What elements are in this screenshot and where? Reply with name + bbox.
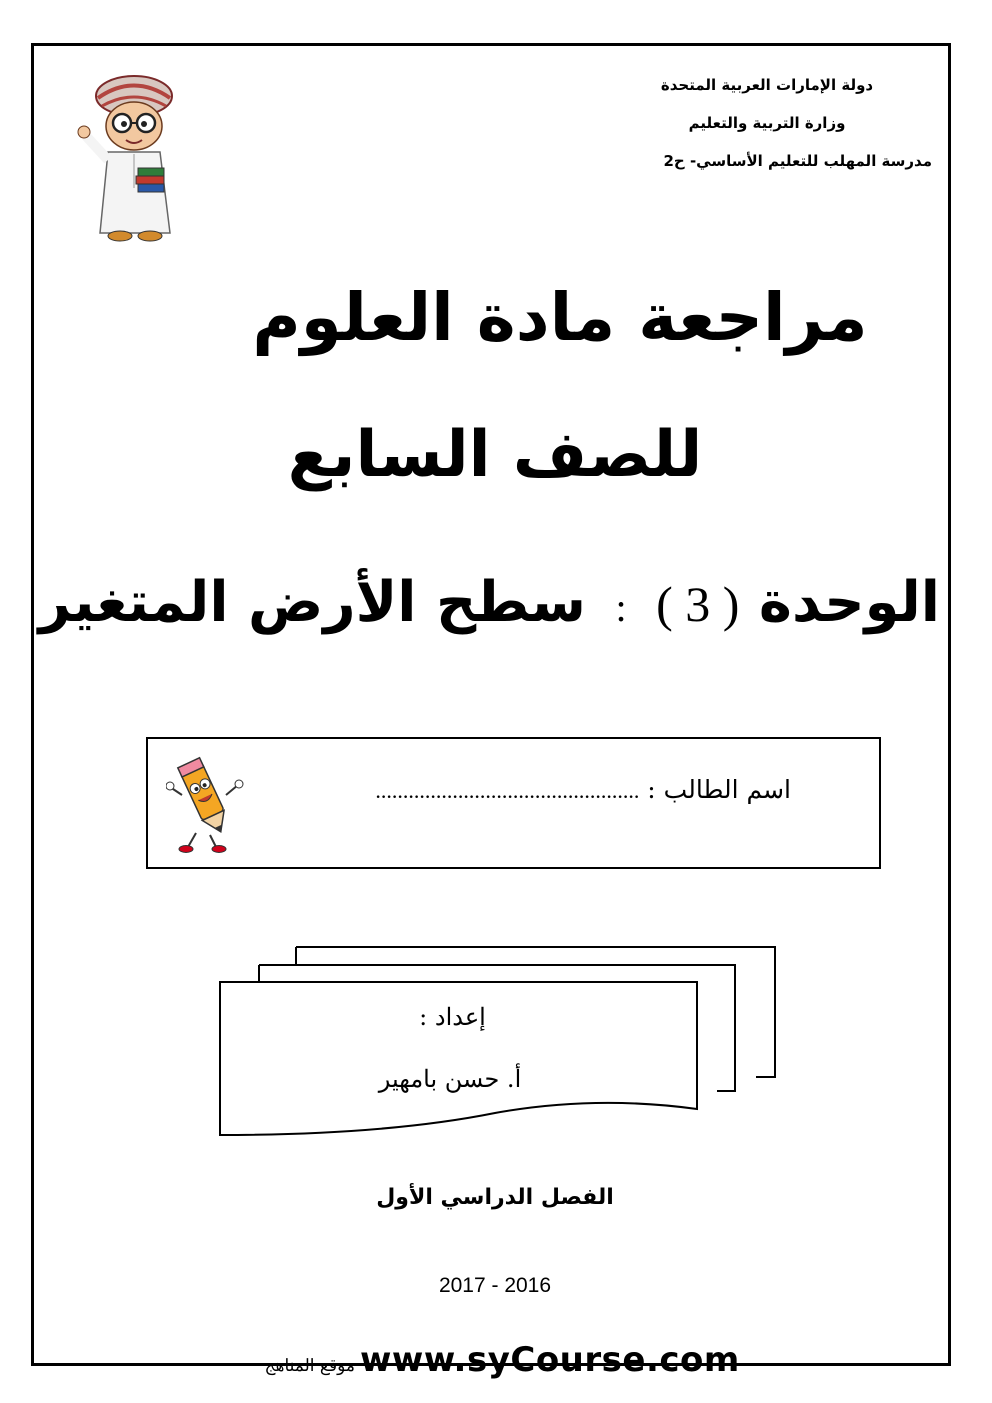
student-name-field[interactable]: ................................................ xyxy=(375,778,640,803)
unit-title xyxy=(38,548,940,663)
header-ministry: وزارة التربية والتعليم xyxy=(688,114,846,132)
mascot-illustration xyxy=(72,68,192,253)
student-name-box xyxy=(146,737,881,869)
semester-label: الفصل الدراسي الأول xyxy=(376,1185,614,1210)
pencil-character-icon xyxy=(166,755,244,855)
unit-word: الوحدة xyxy=(758,570,940,635)
author-name: أ. حسن بامهير xyxy=(378,1065,522,1093)
stacked-pages-frame xyxy=(215,945,780,1145)
footer-site-url[interactable]: www.syCourse.com xyxy=(360,1340,740,1380)
header-block xyxy=(602,70,932,184)
academic-years: 2017 - 2016 xyxy=(438,1274,552,1297)
main-title: مراجعة مادة العلوم xyxy=(252,279,868,356)
footer-site-label: موقع المناهج xyxy=(264,1356,355,1376)
prepared-by-label: إعداد : xyxy=(419,1003,486,1031)
student-name-row xyxy=(375,775,791,804)
header-school: مدرسة المهلب للتعليم الأساسي- ح2 xyxy=(663,152,932,170)
grade-title: للصف السابع xyxy=(287,418,703,492)
unit-colon: : xyxy=(615,585,627,630)
unit-name: سطح الأرض المتغير xyxy=(38,570,586,635)
unit-number: ( 3 ) xyxy=(656,576,740,632)
student-name-label: اسم الطالب : xyxy=(647,775,791,804)
header-country: دولة الإمارات العربية المتحدة xyxy=(660,76,874,94)
